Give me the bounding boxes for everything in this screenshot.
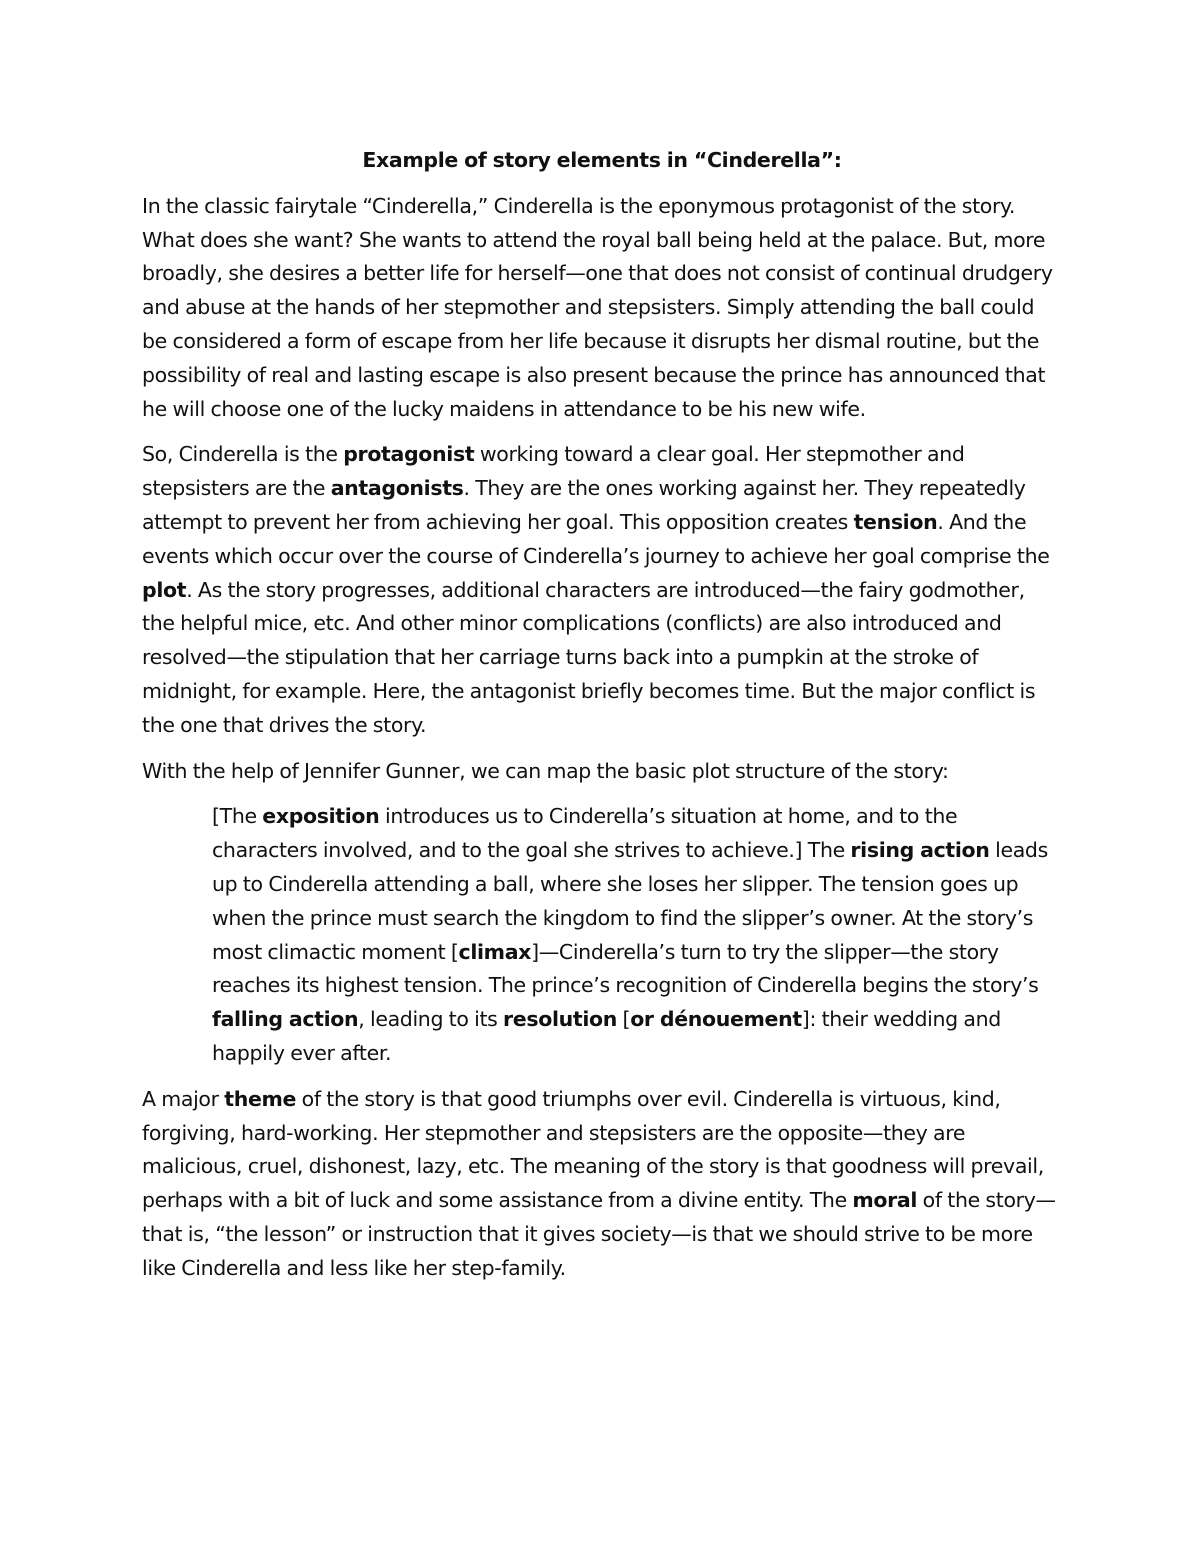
paragraph-theme-moral	[142, 1083, 1062, 1286]
term-resolution: resolution	[503, 1007, 617, 1032]
paragraph-protagonist-intro: In the classic fairytale “Cinderella,” Cinderella is the eponymous protagonist of the story. What does she want? She wants to attend the royal ball being held at the palace. But, more broadly, she desires a better life for herself—one that does not consist of continual drudgery and abuse at the hands of her stepmother and stepsisters. Simply attending the ball could be considered a form of escape from her life because it disrupts her dismal routine, but the possibility of real and lasting escape is also present because the prince has announced that he will choose one of the lucky maidens in attendance to be his new wife.	[142, 193, 1053, 421]
term-exposition: exposition	[262, 804, 380, 829]
document-body	[142, 144, 1062, 1298]
text-segment: A major	[142, 1086, 225, 1111]
term-climax: climax	[458, 939, 532, 964]
term-falling-action: falling action	[212, 1007, 359, 1032]
text-segment: . As the story progresses, additional characters are introduced—the fairy godmother, the helpful mice, etc. And other minor complications (conflicts) are also introduced and resolved—the stipulation that her carriage turns back into a pumpkin at the stroke of midnight, for example. Here, the antagonist briefly becomes time. But the major conflict is the one that drives the story.	[142, 577, 1036, 737]
text-segment: leads up to Cinderella attending a ball, where she loses her slipper. The tension goes up when the prince must search the kingdom to find the slipper’s owner. At the story’s most climactic moment [	[212, 838, 1048, 964]
term-tension: tension	[853, 509, 938, 534]
term-antagonists: antagonists	[330, 476, 464, 501]
text-segment: . They are the ones working against her. They repeatedly attempt to prevent her from achieving her goal. This opposition creates	[142, 476, 1026, 534]
text-segment: of the story is that good triumphs over evil. Cinderella is virtuous, kind, forgiving, hard-working. Her stepmother and stepsisters are the opposite—they are malicious, cruel, dishonest, lazy, etc. The meaning of the story is that goodness will prevail, perhaps with a bit of luck and some assistance from a divine entity. The	[142, 1086, 1044, 1213]
text-segment: introduces us to Cinderella’s situation at home, and to the characters involved, and to the goal she strives to achieve.] The	[212, 804, 958, 863]
paragraph-story-elements	[142, 438, 1062, 742]
block-quote-plot-structure	[212, 800, 1062, 1070]
document-title: Example of story elements in “Cinderella”:	[362, 148, 842, 172]
text-segment: ]—Cinderella’s turn to try the slipper—the story reaches its highest tension. The prince’s recognition of Cinderella begins the story’s	[212, 939, 1039, 998]
paragraph-plot-structure-intro: With the help of Jennifer Gunner, we can map the basic plot structure of the story:	[142, 758, 949, 783]
term-plot: plot	[142, 577, 187, 602]
term-theme: theme	[224, 1086, 297, 1111]
term-moral: moral	[852, 1188, 918, 1213]
term-protagonist: protagonist	[343, 442, 475, 467]
text-segment: [The	[212, 804, 263, 829]
text-segment: working toward a clear goal. Her stepmother and stepsisters are the	[142, 442, 965, 501]
text-segment: , leading to its	[358, 1007, 504, 1032]
text-segment: . And the events which occur over the course of Cinderella’s journey to achieve her goal comprise the	[142, 509, 1050, 568]
text-segment: So, Cinderella is the	[142, 442, 344, 467]
text-segment: of the story—that is, “the lesson” or instruction that it gives society—is that we should strive to be more like Cinderella and less like her step-family.	[142, 1188, 1056, 1280]
text-segment: [	[616, 1007, 631, 1032]
term-denouement: or dénouement	[630, 1007, 802, 1032]
text-segment: ]: their wedding and happily ever after.	[212, 1007, 1001, 1065]
term-rising-action: rising action	[850, 838, 990, 863]
